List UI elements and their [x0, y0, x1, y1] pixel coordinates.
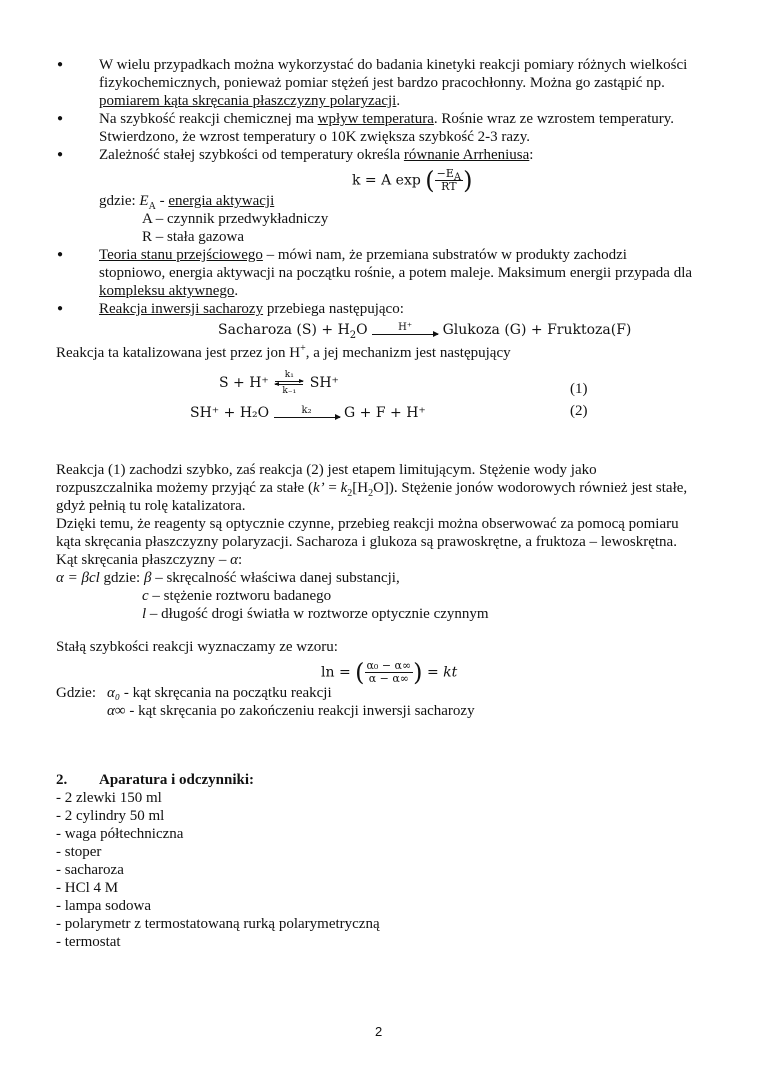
bullet1-line1: W wielu przypadkach można wykorzystać do badania kinetyki reakcji pomiary różnych wielkości — [99, 57, 688, 73]
para2-line1: Dzięki temu, że reagenty są optycznie czynne, przebieg reakcji można obserwować za pomocą pomiaru — [56, 516, 679, 532]
list-item: - waga półtechniczna — [56, 826, 184, 842]
bullet5-link: Reakcja inwersji sacharozy — [99, 301, 264, 317]
bullet5-line1: Reakcja inwersji sacharozy przebiega następująco: — [99, 301, 404, 317]
r-definition: R – stała gazowa — [142, 229, 245, 245]
list-item: - HCl 4 M — [56, 880, 119, 896]
rate-gdzie: Gdzie: — [56, 685, 96, 701]
list-item: - lampa sodowa — [56, 898, 151, 914]
para2-line4: α = βcl gdzie: β – skręcalność właściwa danej substancji, — [56, 570, 400, 586]
section-number: 2. — [56, 772, 68, 788]
equipment-list — [56, 789, 380, 951]
list-item: - 2 cylindry 50 ml — [56, 808, 165, 824]
bullet-marker: ● — [57, 149, 64, 160]
l-definition: l – długość drogi światła w roztworze optycznie czynnym — [142, 606, 489, 622]
list-item: - polarymetr z termostatowaną rurką polarymetryczną — [56, 916, 380, 932]
bullet-marker: ● — [57, 59, 64, 70]
list-item: - termostat — [56, 934, 121, 950]
para1-line3: gdyż pełnią tu rolę katalizatora. — [56, 498, 246, 514]
equation-label-2: (2) — [570, 403, 588, 419]
para2-line3: Kąt skręcania płaszczyzny – α: — [56, 552, 243, 568]
bullet2-line1: Na szybkość reakcji chemicznej ma wpływ temperatura. Rośnie wraz ze wzrostem temperatury. — [99, 111, 675, 127]
list-item: - 2 zlewki 150 ml — [56, 790, 162, 806]
bullet1-line2: fizykochemicznych, ponieważ pomiar stężeń jest bardzo pracochłonny. Można go zastąpić np. — [99, 75, 665, 91]
inversion-equation: Sacharoza $(S) + H_2O$ H⁺ Glukoza (G) + Fruktoza(F) — [218, 322, 632, 341]
alphainf-definition: α∞ - kąt skręcania po zakończeniu reakcji inwersji sacharozy — [107, 703, 475, 719]
equation-label-1: (1) — [570, 381, 588, 397]
bullet4-line2: stopniowo, energia aktywacji na początku rośnie, a potem maleje. Maksimum energii przypada dla — [99, 265, 693, 281]
para1-line2: rozpuszczalnika możemy przyjąć za stałe (k’ = $k_2[H_2O]$). Stężenie jonów wodorowych również jest stałe, — [56, 480, 688, 499]
arrhenius-equation: k = A exp ( $\frac{-E_A}{RT}$ ) — [352, 166, 473, 195]
mechanism-reaction-2: SH⁺ + H₂O k₂ G + F + H⁺ — [190, 405, 426, 421]
bullet1-link: pomiarem kąta skręcania płaszczyzny polaryzacji — [99, 93, 397, 109]
a-definition: A – czynnik przedwykładniczy — [142, 211, 329, 227]
rate-equation: ln = ( $\frac{\text{α₀ − α∞}}{\alpha - \alpha\infty}$ ) = kt — [321, 658, 458, 687]
rate-intro: Stałą szybkości reakcji wyznaczamy ze wzoru: — [56, 639, 338, 655]
list-item: - sacharoza — [56, 862, 124, 878]
gdzie-ea-line: gdzie: $E_A$ - energia aktywacji — [99, 193, 275, 212]
c-definition: c – stężenie roztworu badanego — [142, 588, 332, 604]
bullet1-line3: pomiarem kąta skręcania płaszczyzny polaryzacji. — [99, 93, 401, 109]
bullet3-line1: Zależność stałej szybkości od temperatury określa równanie Arrheniusa: — [99, 147, 534, 163]
rate-arrow: k₂ — [274, 406, 340, 420]
catalyst-arrow: H⁺ — [372, 323, 438, 337]
bullet4-line3: kompleksu aktywnego. — [99, 283, 239, 299]
section-title: Aparatura i odczynniki: — [99, 772, 255, 788]
para2-line2: kąta skręcania płaszczyzny polaryzacji. Sacharoza i glukoza są prawoskrętne, a fruktoza – lewoskrętna. — [56, 534, 677, 550]
bullet2-line2: Stwierdzono, że wzrost temperatury o 10K zwiększa szybkość 2-3 razy. — [99, 129, 530, 145]
catalysis-line: Reakcja ta katalizowana jest przez jon H+, a jej mechanizm jest następujący — [56, 343, 511, 361]
mechanism-reaction-1: S + H⁺ $\frac{\text{k₁}}{\text{k₋₁}}$ SH⁺ — [219, 370, 339, 396]
bullet-marker: ● — [57, 249, 64, 260]
bullet-marker: ● — [57, 113, 64, 124]
bullet-marker: ● — [57, 303, 64, 314]
alpha0-definition: α₀ - kąt skręcania na początku reakcji — [107, 685, 332, 701]
list-item: - stoper — [56, 844, 102, 860]
equilibrium-arrows: $\frac{\text{k₁}}{\text{k₋₁}}$ — [275, 370, 303, 396]
page-number: 2 — [375, 1024, 383, 1039]
para1-line1: Reakcja (1) zachodzi szybko, zaś reakcja (2) jest etapem limitującym. Stężenie wody jako — [56, 462, 597, 478]
bullet3-link: równanie Arrheniusa — [403, 147, 530, 163]
bullet4-link: Teoria stanu przejściowego — [99, 247, 263, 263]
bullet4-line1: Teoria stanu przejściowego – mówi nam, że przemiana substratów w produkty zachodzi — [99, 247, 627, 263]
bullet2-link: wpływ temperatura — [317, 111, 434, 127]
